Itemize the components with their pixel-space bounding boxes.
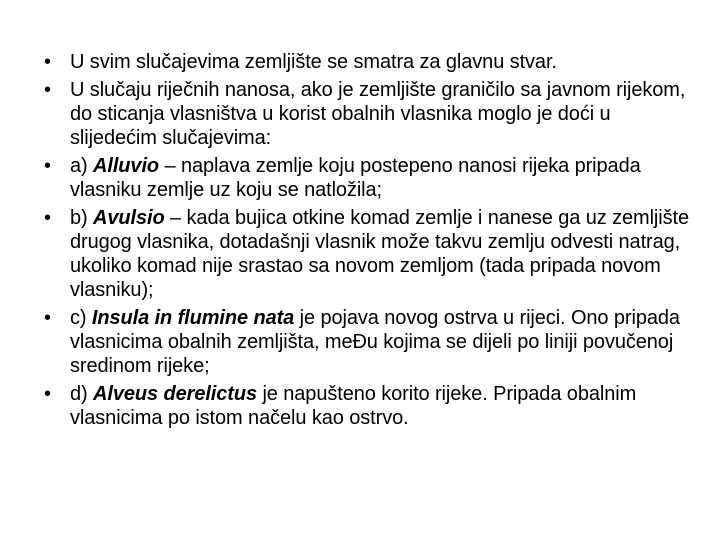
bullet-text: je napušteno korito rijeke. Pripada obalnim vlasnicima po istom načelu kao ostrvo. (70, 383, 637, 429)
bullet-dot-icon: • (44, 207, 51, 229)
bullet-text: – kada bujica otkine komad zemlje i nanese ga uz zemljište drugog vlasnika, dotadašnji vlasnik može takvu zemlju odvesti natrag, ukoliko komad nije srastao sa novom zemljom (tada pripada novom vlasniku); (70, 207, 689, 301)
bullet-dot-icon: • (44, 383, 51, 405)
bullet-text: U svim slučajevima zemljište se smatra za glavnu stvar. (70, 51, 557, 73)
bullet-dot-icon: • (44, 51, 51, 73)
bullet-dot-icon: • (44, 307, 51, 329)
bullet-dot-icon: • (44, 155, 51, 177)
bullet-item-2 (44, 78, 694, 150)
bullet-dot-icon: • (44, 79, 51, 101)
bullet-item-4 (44, 206, 694, 302)
latin-term: Alveus derelictus (93, 383, 257, 405)
bullet-item-3 (44, 154, 694, 202)
bullet-list (44, 50, 694, 430)
bullet-item-6 (44, 382, 694, 430)
bullet-prefix: b) (70, 207, 94, 229)
bullet-prefix: d) (70, 383, 94, 405)
latin-term: Avulsio (93, 207, 165, 229)
bullet-prefix: a) (70, 155, 94, 177)
bullet-text: – naplava zemlje koju postepeno nanosi rijeka pripada vlasniku zemlje uz koju se natložila; (70, 155, 641, 201)
bullet-text: U slučaju riječnih nanosa, ako je zemljište graničilo sa javnom rijekom, do sticanja vlasništva u korist obalnih vlasnika moglo je doći u slijedećim slučajevima: (70, 79, 686, 149)
bullet-item-1 (44, 50, 694, 74)
bullet-item-5 (44, 306, 694, 378)
bullet-prefix: c) (70, 307, 92, 329)
latin-term: Alluvio (93, 155, 160, 177)
bullet-text: je pojava novog ostrva u rijeci. Ono pripada vlasnicima obalnih zemljišta, meĐu kojima se dijeli po liniji povučenoj sredinom rijeke; (70, 307, 680, 377)
latin-term: Insula in flumine nata (91, 307, 295, 329)
